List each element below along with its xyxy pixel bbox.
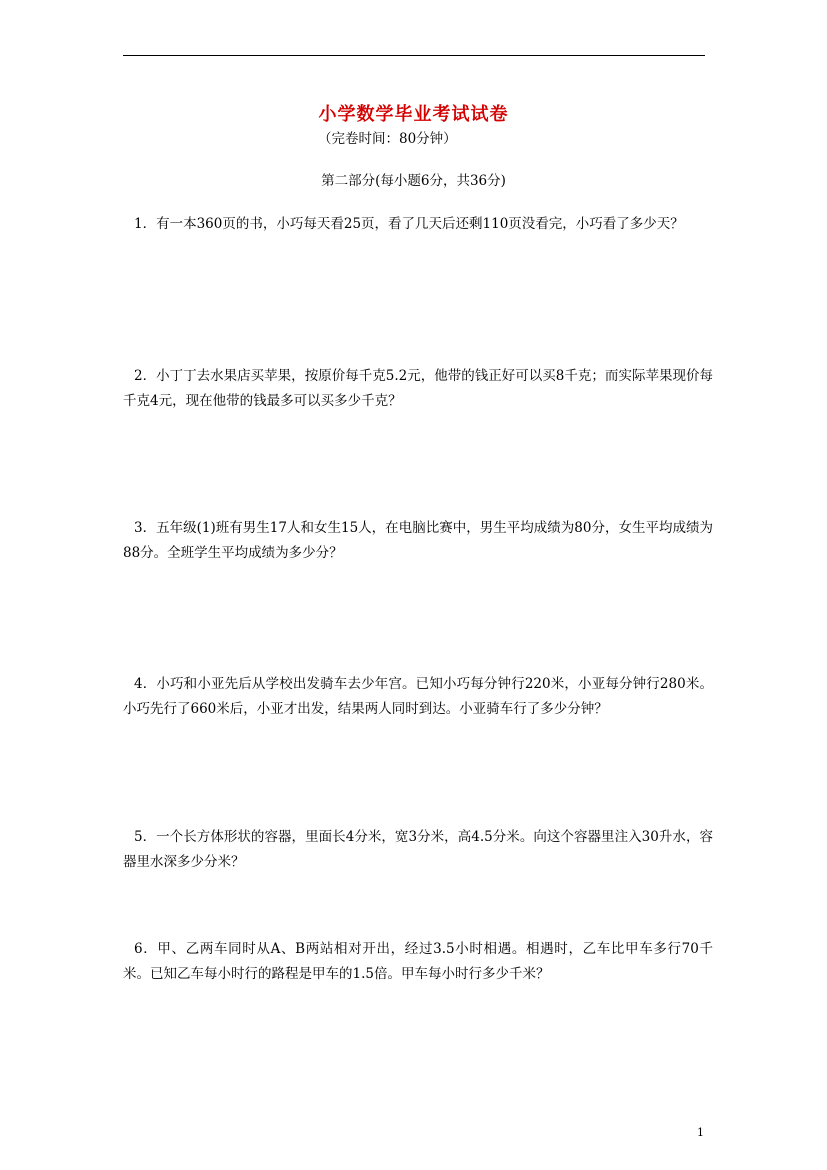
page-title: 小学数学毕业考试试卷 (318, 104, 509, 125)
page-number: 1 (697, 1126, 704, 1139)
question-6: 6．甲、乙两车同时从A、B两站相对开出，经过3.5小时相遇。相遇时，乙车比甲车多行70千米。已知乙车每小时行的路程是甲车的1.5倍。甲车每小时行多少千米？ (123, 941, 713, 982)
question-4: 4．小巧和小亚先后从学校出发骑车去少年宫。已知小巧每分钟行220米，小亚每分钟行280米。小巧先行了660米后，小亚才出发，结果两人同时到达。小亚骑车行了多少分钟？ (123, 676, 713, 717)
question-2: 2．小丁丁去水果店买苹果，按原价每千克5.2元，他带的钱正好可以买8千克；而实际苹果现价每千克4元，现在他带的钱最多可以买多少千克？ (123, 368, 713, 409)
header-rule (123, 55, 705, 56)
exam-duration: （完卷时间：80分钟） (318, 131, 457, 147)
section-header: 第二部分(每小题6分，共36分) (321, 173, 506, 189)
question-3: 3．五年级(1)班有男生17人和女生15人，在电脑比赛中，男生平均成绩为80分，女生平均成绩为88分。全班学生平均成绩为多少分？ (123, 520, 713, 561)
question-5: 5．一个长方体形状的容器，里面长4分米，宽3分米，高4.5分米。向这个容器里注入30升水，容器里水深多少分米？ (123, 829, 713, 870)
question-1: 1．有一本360页的书，小巧每天看25页，看了几天后还剩110页没看完，小巧看了多少天？ (134, 216, 684, 232)
